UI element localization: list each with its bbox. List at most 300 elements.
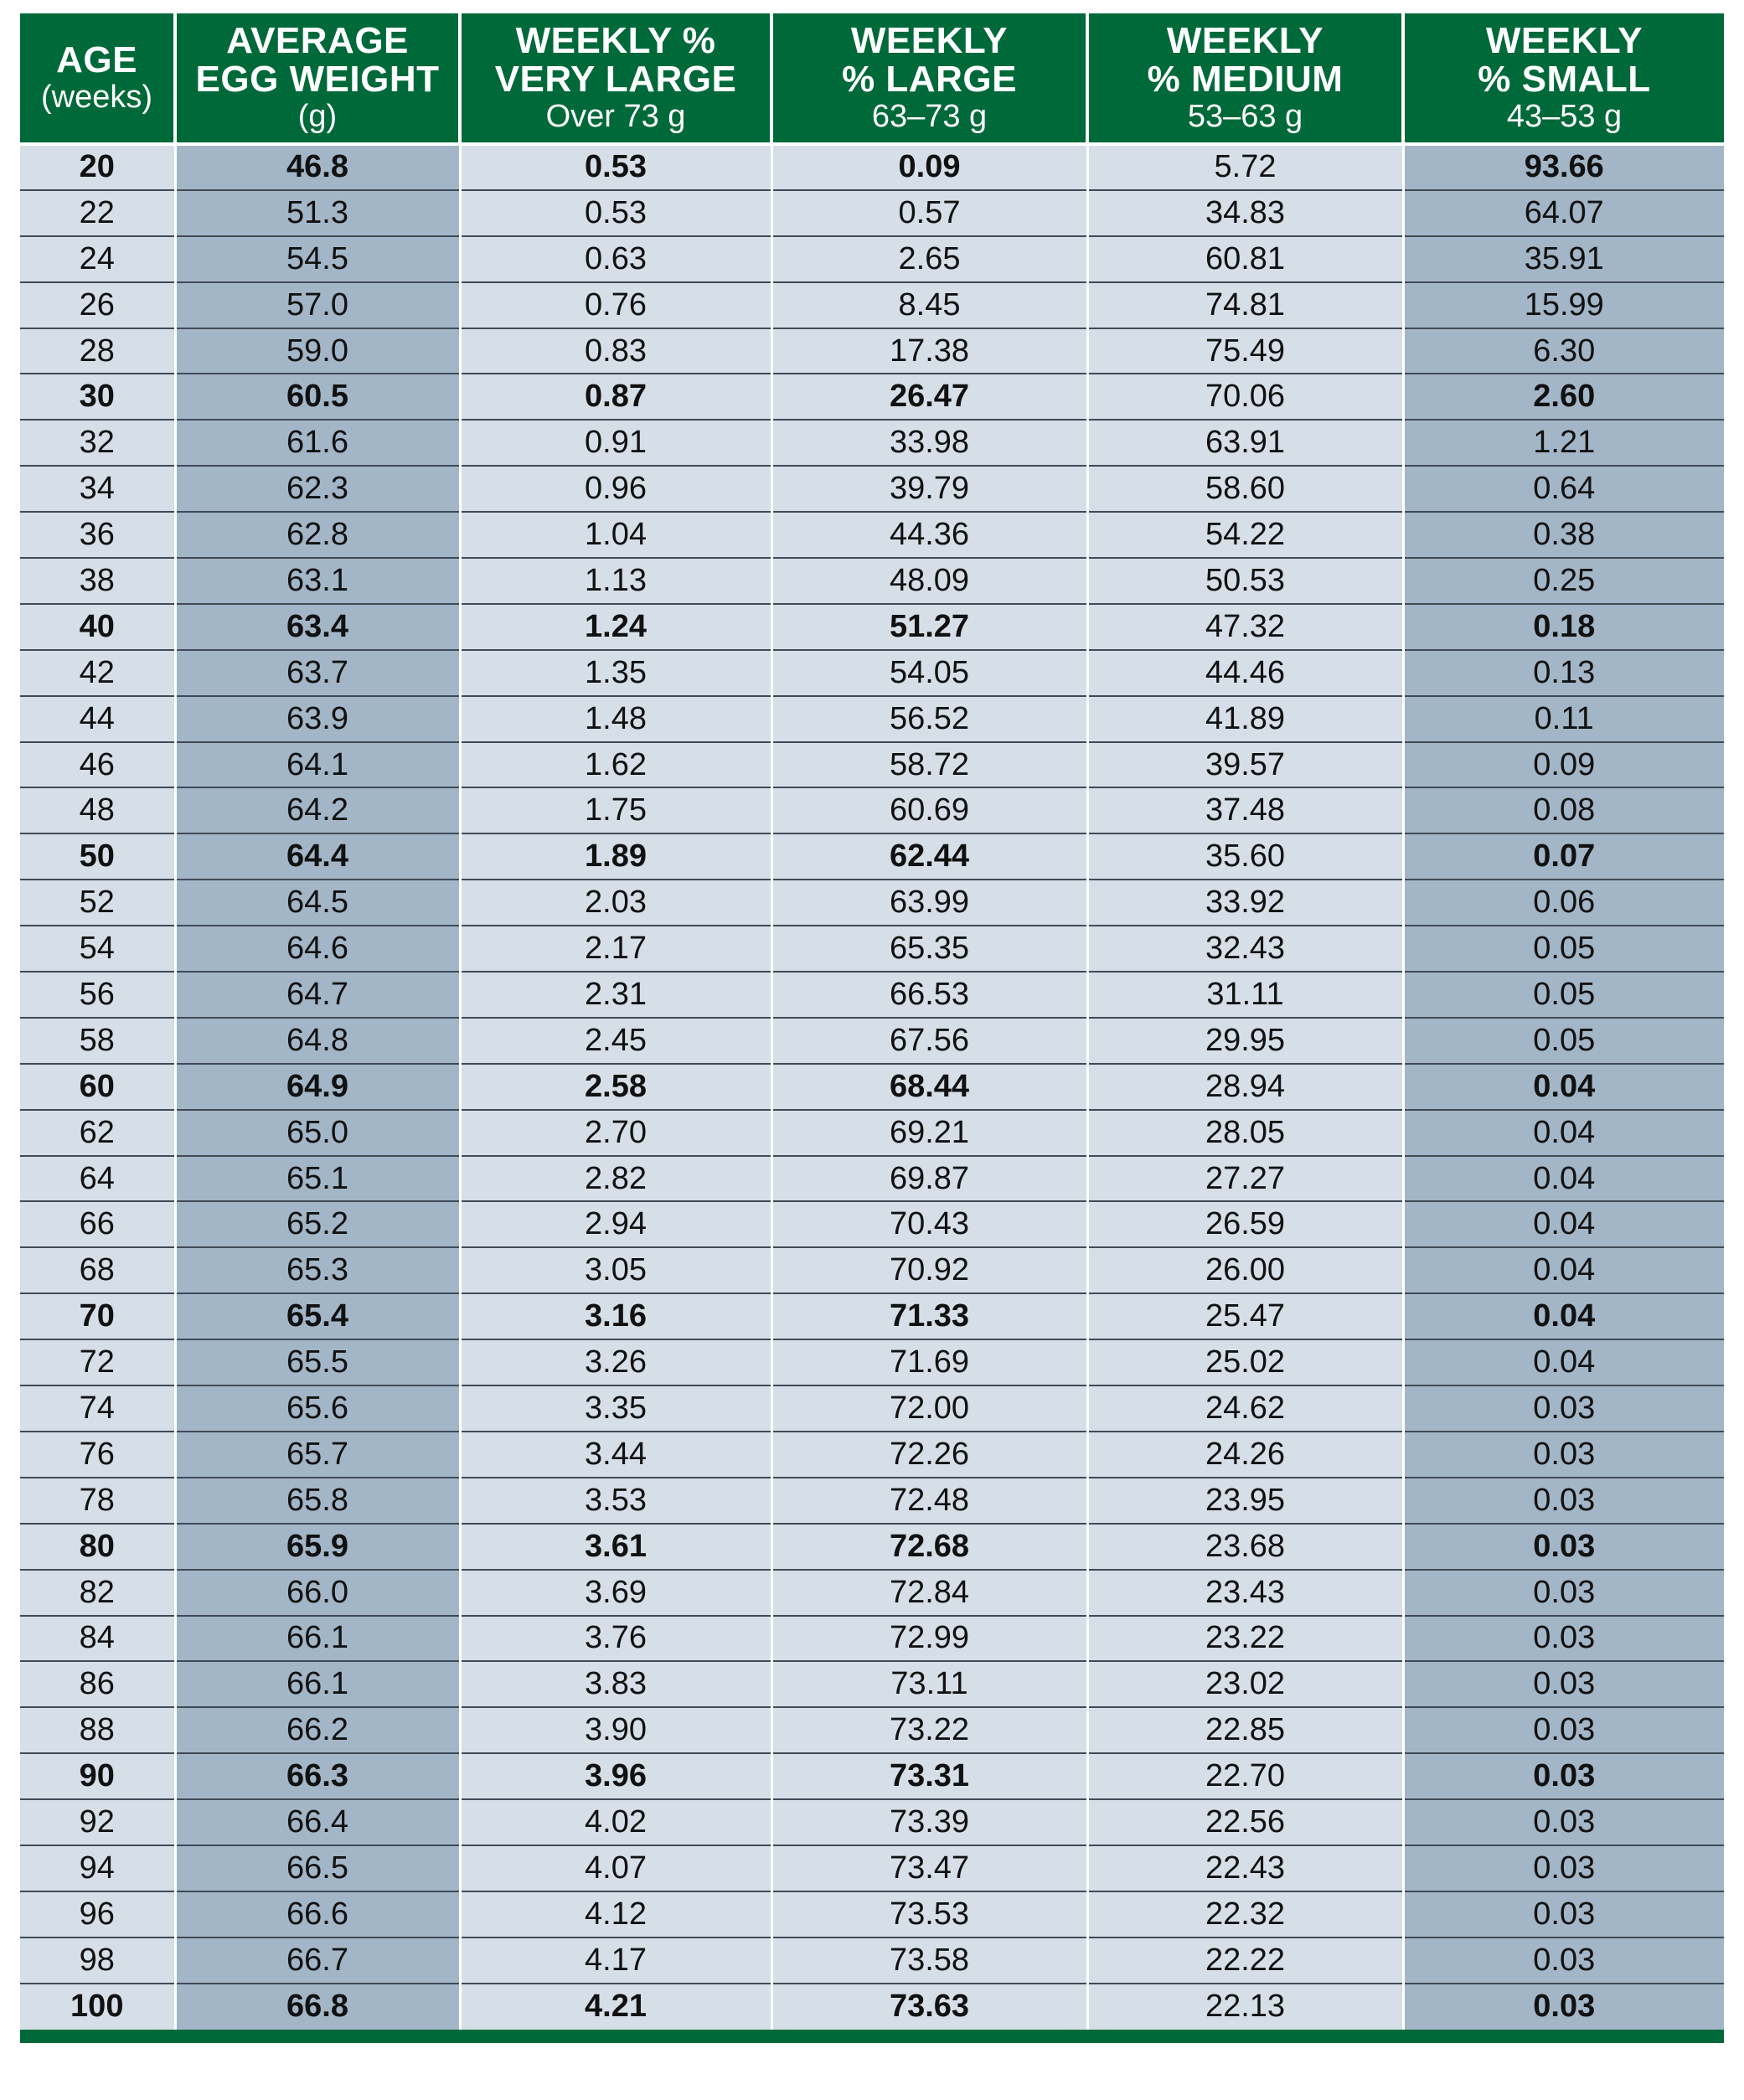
- table-row: [20, 1891, 1724, 1937]
- cell-egg-weight: 61.6: [175, 420, 460, 466]
- cell-very-large: 1.62: [460, 742, 771, 788]
- cell-egg-weight: 65.6: [175, 1385, 460, 1432]
- cell-small: 0.11: [1403, 696, 1724, 742]
- cell-egg-weight: 66.1: [175, 1661, 460, 1707]
- cell-medium: 22.43: [1087, 1845, 1403, 1891]
- cell-very-large: 3.76: [460, 1616, 771, 1662]
- cell-very-large: 2.58: [460, 1064, 771, 1110]
- cell-small: 0.64: [1403, 466, 1724, 512]
- cell-age: 90: [20, 1753, 175, 1799]
- cell-small: 1.21: [1403, 420, 1724, 466]
- table-row: [20, 1984, 1724, 2030]
- table-row: [20, 880, 1724, 926]
- cell-medium: 23.22: [1087, 1616, 1403, 1662]
- cell-age: 74: [20, 1385, 175, 1432]
- cell-egg-weight: 57.0: [175, 282, 460, 328]
- cell-age: 30: [20, 374, 175, 420]
- cell-age: 50: [20, 833, 175, 880]
- cell-medium: 37.48: [1087, 787, 1403, 833]
- cell-very-large: 3.61: [460, 1524, 771, 1570]
- cell-very-large: 3.83: [460, 1661, 771, 1707]
- cell-large: 72.99: [771, 1616, 1087, 1662]
- cell-large: 72.00: [771, 1385, 1087, 1432]
- cell-medium: 58.60: [1087, 466, 1403, 512]
- cell-age: 20: [20, 144, 175, 190]
- header-small-title-1: WEEKLY: [1485, 19, 1643, 61]
- cell-large: 70.92: [771, 1247, 1087, 1293]
- cell-very-large: 1.89: [460, 833, 771, 880]
- cell-very-large: 3.69: [460, 1570, 771, 1616]
- cell-large: 67.56: [771, 1018, 1087, 1064]
- cell-large: 51.27: [771, 604, 1087, 650]
- cell-age: 96: [20, 1891, 175, 1937]
- cell-very-large: 3.44: [460, 1432, 771, 1478]
- cell-large: 72.26: [771, 1432, 1087, 1478]
- cell-small: 0.05: [1403, 1018, 1724, 1064]
- header-egg-weight-title-2: EGG WEIGHT: [195, 59, 440, 101]
- cell-large: 63.99: [771, 880, 1087, 926]
- cell-large: 68.44: [771, 1064, 1087, 1110]
- table-row: [20, 144, 1724, 190]
- cell-very-large: 4.21: [460, 1984, 771, 2030]
- cell-medium: 60.81: [1087, 236, 1403, 282]
- cell-small: 0.05: [1403, 972, 1724, 1018]
- table-row: [20, 1432, 1724, 1478]
- header-very-large-title-2: VERY LARGE: [494, 59, 737, 101]
- cell-large: 17.38: [771, 328, 1087, 374]
- cell-egg-weight: 65.0: [175, 1110, 460, 1156]
- table-row: [20, 1385, 1724, 1432]
- egg-weight-table-container: [20, 13, 1724, 2043]
- cell-age: 34: [20, 466, 175, 512]
- table-row: [20, 374, 1724, 420]
- cell-large: 44.36: [771, 512, 1087, 558]
- cell-egg-weight: 65.1: [175, 1156, 460, 1202]
- header-egg-weight-title-1: AVERAGE: [226, 19, 409, 61]
- cell-medium: 23.68: [1087, 1524, 1403, 1570]
- cell-medium: 22.70: [1087, 1753, 1403, 1799]
- cell-age: 32: [20, 420, 175, 466]
- cell-large: 8.45: [771, 282, 1087, 328]
- header-small: [1403, 13, 1724, 144]
- cell-small: 0.03: [1403, 1753, 1724, 1799]
- table-row: [20, 1156, 1724, 1202]
- cell-age: 78: [20, 1478, 175, 1524]
- cell-age: 76: [20, 1432, 175, 1478]
- cell-egg-weight: 66.6: [175, 1891, 460, 1937]
- table-header-row: [20, 13, 1724, 144]
- cell-small: 0.09: [1403, 742, 1724, 788]
- cell-age: 56: [20, 972, 175, 1018]
- table-row: [20, 787, 1724, 833]
- cell-very-large: 3.53: [460, 1478, 771, 1524]
- cell-large: 58.72: [771, 742, 1087, 788]
- cell-medium: 54.22: [1087, 512, 1403, 558]
- table-row: [20, 1570, 1724, 1616]
- cell-age: 86: [20, 1661, 175, 1707]
- cell-age: 48: [20, 787, 175, 833]
- cell-medium: 29.95: [1087, 1018, 1403, 1064]
- cell-egg-weight: 65.4: [175, 1293, 460, 1339]
- cell-small: 0.25: [1403, 558, 1724, 604]
- cell-very-large: 2.82: [460, 1156, 771, 1202]
- cell-large: 60.69: [771, 787, 1087, 833]
- cell-egg-weight: 64.8: [175, 1018, 460, 1064]
- cell-very-large: 2.70: [460, 1110, 771, 1156]
- cell-age: 54: [20, 926, 175, 972]
- cell-large: 69.21: [771, 1110, 1087, 1156]
- cell-large: 71.33: [771, 1293, 1087, 1339]
- cell-medium: 25.02: [1087, 1339, 1403, 1385]
- cell-medium: 34.83: [1087, 190, 1403, 236]
- header-small-range: 43–53 g: [1506, 99, 1623, 135]
- cell-age: 94: [20, 1845, 175, 1891]
- cell-small: 0.03: [1403, 1432, 1724, 1478]
- table-row: [20, 604, 1724, 650]
- cell-small: 0.08: [1403, 787, 1724, 833]
- cell-age: 80: [20, 1524, 175, 1570]
- table-row: [20, 1616, 1724, 1662]
- cell-medium: 31.11: [1087, 972, 1403, 1018]
- cell-very-large: 4.17: [460, 1937, 771, 1984]
- cell-medium: 70.06: [1087, 374, 1403, 420]
- cell-very-large: 1.04: [460, 512, 771, 558]
- cell-egg-weight: 66.7: [175, 1937, 460, 1984]
- cell-large: 73.31: [771, 1753, 1087, 1799]
- cell-small: 0.03: [1403, 1984, 1724, 2030]
- table-row: [20, 1799, 1724, 1845]
- table-row: [20, 1110, 1724, 1156]
- header-very-large: [460, 13, 771, 144]
- cell-egg-weight: 64.1: [175, 742, 460, 788]
- cell-very-large: 3.35: [460, 1385, 771, 1432]
- cell-age: 38: [20, 558, 175, 604]
- cell-small: 0.03: [1403, 1570, 1724, 1616]
- cell-large: 72.48: [771, 1478, 1087, 1524]
- cell-age: 52: [20, 880, 175, 926]
- cell-egg-weight: 54.5: [175, 236, 460, 282]
- cell-age: 26: [20, 282, 175, 328]
- table-row: [20, 1937, 1724, 1984]
- cell-age: 66: [20, 1201, 175, 1247]
- cell-medium: 63.91: [1087, 420, 1403, 466]
- header-medium-title-2: % MEDIUM: [1147, 59, 1344, 101]
- table-row: [20, 558, 1724, 604]
- header-large-title-2: % LARGE: [842, 59, 1017, 101]
- cell-large: 73.58: [771, 1937, 1087, 1984]
- cell-medium: 33.92: [1087, 880, 1403, 926]
- cell-very-large: 0.87: [460, 374, 771, 420]
- cell-very-large: 1.48: [460, 696, 771, 742]
- cell-small: 0.03: [1403, 1616, 1724, 1662]
- cell-small: 15.99: [1403, 282, 1724, 328]
- cell-medium: 39.57: [1087, 742, 1403, 788]
- table-row: [20, 1064, 1724, 1110]
- cell-egg-weight: 63.1: [175, 558, 460, 604]
- cell-age: 98: [20, 1937, 175, 1984]
- table-row: [20, 466, 1724, 512]
- cell-very-large: 2.17: [460, 926, 771, 972]
- cell-very-large: 1.13: [460, 558, 771, 604]
- cell-egg-weight: 66.0: [175, 1570, 460, 1616]
- cell-small: 0.04: [1403, 1156, 1724, 1202]
- cell-age: 70: [20, 1293, 175, 1339]
- cell-medium: 22.32: [1087, 1891, 1403, 1937]
- cell-large: 0.57: [771, 190, 1087, 236]
- cell-small: 0.03: [1403, 1937, 1724, 1984]
- cell-age: 24: [20, 236, 175, 282]
- cell-very-large: 3.16: [460, 1293, 771, 1339]
- table-row: [20, 1707, 1724, 1753]
- table-row: [20, 833, 1724, 880]
- cell-egg-weight: 66.1: [175, 1616, 460, 1662]
- header-egg-weight-unit: (g): [297, 99, 338, 135]
- cell-very-large: 0.91: [460, 420, 771, 466]
- cell-small: 2.60: [1403, 374, 1724, 420]
- cell-large: 2.65: [771, 236, 1087, 282]
- cell-egg-weight: 65.8: [175, 1478, 460, 1524]
- cell-large: 72.84: [771, 1570, 1087, 1616]
- header-egg-weight: [175, 13, 460, 144]
- cell-very-large: 0.53: [460, 190, 771, 236]
- cell-large: 62.44: [771, 833, 1087, 880]
- cell-very-large: 3.26: [460, 1339, 771, 1385]
- table-row: [20, 926, 1724, 972]
- cell-small: 64.07: [1403, 190, 1724, 236]
- cell-very-large: 3.90: [460, 1707, 771, 1753]
- cell-medium: 23.95: [1087, 1478, 1403, 1524]
- cell-small: 93.66: [1403, 144, 1724, 190]
- cell-small: 0.18: [1403, 604, 1724, 650]
- cell-egg-weight: 63.4: [175, 604, 460, 650]
- cell-large: 54.05: [771, 650, 1087, 696]
- cell-egg-weight: 66.2: [175, 1707, 460, 1753]
- cell-egg-weight: 64.6: [175, 926, 460, 972]
- cell-large: 73.63: [771, 1984, 1087, 2030]
- cell-medium: 25.47: [1087, 1293, 1403, 1339]
- cell-small: 0.07: [1403, 833, 1724, 880]
- cell-medium: 75.49: [1087, 328, 1403, 374]
- cell-medium: 5.72: [1087, 144, 1403, 190]
- cell-very-large: 2.45: [460, 1018, 771, 1064]
- cell-large: 33.98: [771, 420, 1087, 466]
- cell-medium: 32.43: [1087, 926, 1403, 972]
- cell-egg-weight: 66.8: [175, 1984, 460, 2030]
- cell-age: 68: [20, 1247, 175, 1293]
- table-row: [20, 512, 1724, 558]
- cell-large: 69.87: [771, 1156, 1087, 1202]
- table-row: [20, 650, 1724, 696]
- header-medium: [1087, 13, 1403, 144]
- cell-age: 36: [20, 512, 175, 558]
- cell-medium: 22.13: [1087, 1984, 1403, 2030]
- table-row: [20, 1478, 1724, 1524]
- cell-small: 0.04: [1403, 1201, 1724, 1247]
- cell-very-large: 4.07: [460, 1845, 771, 1891]
- cell-medium: 23.02: [1087, 1661, 1403, 1707]
- cell-small: 0.04: [1403, 1110, 1724, 1156]
- cell-small: 0.04: [1403, 1293, 1724, 1339]
- cell-medium: 24.62: [1087, 1385, 1403, 1432]
- cell-small: 0.03: [1403, 1891, 1724, 1937]
- cell-age: 92: [20, 1799, 175, 1845]
- header-small-title-2: % SMALL: [1478, 59, 1651, 101]
- cell-age: 62: [20, 1110, 175, 1156]
- cell-small: 0.03: [1403, 1661, 1724, 1707]
- cell-large: 26.47: [771, 374, 1087, 420]
- cell-medium: 24.26: [1087, 1432, 1403, 1478]
- header-medium-range: 53–63 g: [1187, 99, 1303, 135]
- cell-very-large: 2.94: [460, 1201, 771, 1247]
- cell-large: 71.69: [771, 1339, 1087, 1385]
- cell-medium: 35.60: [1087, 833, 1403, 880]
- table-row: [20, 1845, 1724, 1891]
- cell-very-large: 3.96: [460, 1753, 771, 1799]
- table-row: [20, 1201, 1724, 1247]
- cell-age: 46: [20, 742, 175, 788]
- cell-small: 0.03: [1403, 1478, 1724, 1524]
- cell-egg-weight: 65.3: [175, 1247, 460, 1293]
- cell-small: 0.03: [1403, 1799, 1724, 1845]
- cell-large: 72.68: [771, 1524, 1087, 1570]
- cell-large: 73.47: [771, 1845, 1087, 1891]
- cell-age: 28: [20, 328, 175, 374]
- table-row: [20, 1247, 1724, 1293]
- cell-egg-weight: 59.0: [175, 328, 460, 374]
- cell-small: 0.05: [1403, 926, 1724, 972]
- cell-small: 0.03: [1403, 1707, 1724, 1753]
- cell-very-large: 0.63: [460, 236, 771, 282]
- cell-egg-weight: 64.9: [175, 1064, 460, 1110]
- cell-age: 64: [20, 1156, 175, 1202]
- cell-large: 48.09: [771, 558, 1087, 604]
- cell-very-large: 1.35: [460, 650, 771, 696]
- cell-large: 66.53: [771, 972, 1087, 1018]
- cell-very-large: 4.12: [460, 1891, 771, 1937]
- cell-very-large: 0.76: [460, 282, 771, 328]
- cell-egg-weight: 64.7: [175, 972, 460, 1018]
- cell-small: 0.04: [1403, 1247, 1724, 1293]
- cell-egg-weight: 65.7: [175, 1432, 460, 1478]
- table-body: [20, 144, 1724, 2030]
- cell-large: 73.22: [771, 1707, 1087, 1753]
- cell-small: 0.03: [1403, 1524, 1724, 1570]
- cell-medium: 41.89: [1087, 696, 1403, 742]
- cell-medium: 22.56: [1087, 1799, 1403, 1845]
- cell-age: 88: [20, 1707, 175, 1753]
- cell-age: 42: [20, 650, 175, 696]
- table-row: [20, 236, 1724, 282]
- cell-age: 22: [20, 190, 175, 236]
- table-row: [20, 1293, 1724, 1339]
- egg-weight-table: [20, 13, 1724, 2030]
- cell-large: 70.43: [771, 1201, 1087, 1247]
- table-row: [20, 696, 1724, 742]
- cell-medium: 22.22: [1087, 1937, 1403, 1984]
- cell-egg-weight: 66.3: [175, 1753, 460, 1799]
- cell-large: 56.52: [771, 696, 1087, 742]
- table-row: [20, 190, 1724, 236]
- cell-very-large: 1.75: [460, 787, 771, 833]
- cell-egg-weight: 51.3: [175, 190, 460, 236]
- cell-age: 60: [20, 1064, 175, 1110]
- cell-egg-weight: 63.9: [175, 696, 460, 742]
- cell-very-large: 2.31: [460, 972, 771, 1018]
- table-row: [20, 1018, 1724, 1064]
- cell-small: 0.03: [1403, 1845, 1724, 1891]
- cell-medium: 22.85: [1087, 1707, 1403, 1753]
- cell-large: 73.11: [771, 1661, 1087, 1707]
- header-age: [20, 13, 175, 144]
- cell-very-large: 4.02: [460, 1799, 771, 1845]
- cell-egg-weight: 46.8: [175, 144, 460, 190]
- header-large-range: 63–73 g: [871, 99, 988, 135]
- table-row: [20, 742, 1724, 788]
- cell-small: 0.04: [1403, 1064, 1724, 1110]
- cell-egg-weight: 63.7: [175, 650, 460, 696]
- header-large-title-1: WEEKLY: [850, 19, 1009, 61]
- table-bottom-rule: [20, 2030, 1724, 2043]
- cell-egg-weight: 65.9: [175, 1524, 460, 1570]
- table-row: [20, 1753, 1724, 1799]
- cell-very-large: 3.05: [460, 1247, 771, 1293]
- cell-medium: 28.94: [1087, 1064, 1403, 1110]
- cell-medium: 27.27: [1087, 1156, 1403, 1202]
- cell-small: 6.30: [1403, 328, 1724, 374]
- cell-age: 84: [20, 1616, 175, 1662]
- cell-medium: 23.43: [1087, 1570, 1403, 1616]
- header-age-unit: (weeks): [40, 80, 153, 116]
- cell-small: 0.13: [1403, 650, 1724, 696]
- table-row: [20, 1339, 1724, 1385]
- cell-very-large: 0.83: [460, 328, 771, 374]
- cell-large: 39.79: [771, 466, 1087, 512]
- cell-medium: 74.81: [1087, 282, 1403, 328]
- cell-egg-weight: 66.5: [175, 1845, 460, 1891]
- cell-medium: 26.00: [1087, 1247, 1403, 1293]
- header-very-large-title-1: WEEKLY %: [515, 19, 716, 61]
- cell-egg-weight: 66.4: [175, 1799, 460, 1845]
- table-row: [20, 972, 1724, 1018]
- header-age-title-1: AGE: [56, 39, 137, 80]
- cell-age: 58: [20, 1018, 175, 1064]
- cell-egg-weight: 64.5: [175, 880, 460, 926]
- cell-large: 65.35: [771, 926, 1087, 972]
- cell-medium: 26.59: [1087, 1201, 1403, 1247]
- cell-medium: 44.46: [1087, 650, 1403, 696]
- cell-very-large: 2.03: [460, 880, 771, 926]
- header-medium-title-1: WEEKLY: [1166, 19, 1324, 61]
- table-row: [20, 1524, 1724, 1570]
- cell-egg-weight: 60.5: [175, 374, 460, 420]
- cell-age: 72: [20, 1339, 175, 1385]
- cell-large: 73.39: [771, 1799, 1087, 1845]
- cell-egg-weight: 62.3: [175, 466, 460, 512]
- cell-small: 35.91: [1403, 236, 1724, 282]
- cell-egg-weight: 65.2: [175, 1201, 460, 1247]
- cell-medium: 50.53: [1087, 558, 1403, 604]
- cell-small: 0.03: [1403, 1385, 1724, 1432]
- table-row: [20, 282, 1724, 328]
- cell-age: 82: [20, 1570, 175, 1616]
- cell-medium: 47.32: [1087, 604, 1403, 650]
- table-row: [20, 1661, 1724, 1707]
- cell-age: 100: [20, 1984, 175, 2030]
- cell-large: 0.09: [771, 144, 1087, 190]
- cell-large: 73.53: [771, 1891, 1087, 1937]
- cell-small: 0.38: [1403, 512, 1724, 558]
- cell-medium: 28.05: [1087, 1110, 1403, 1156]
